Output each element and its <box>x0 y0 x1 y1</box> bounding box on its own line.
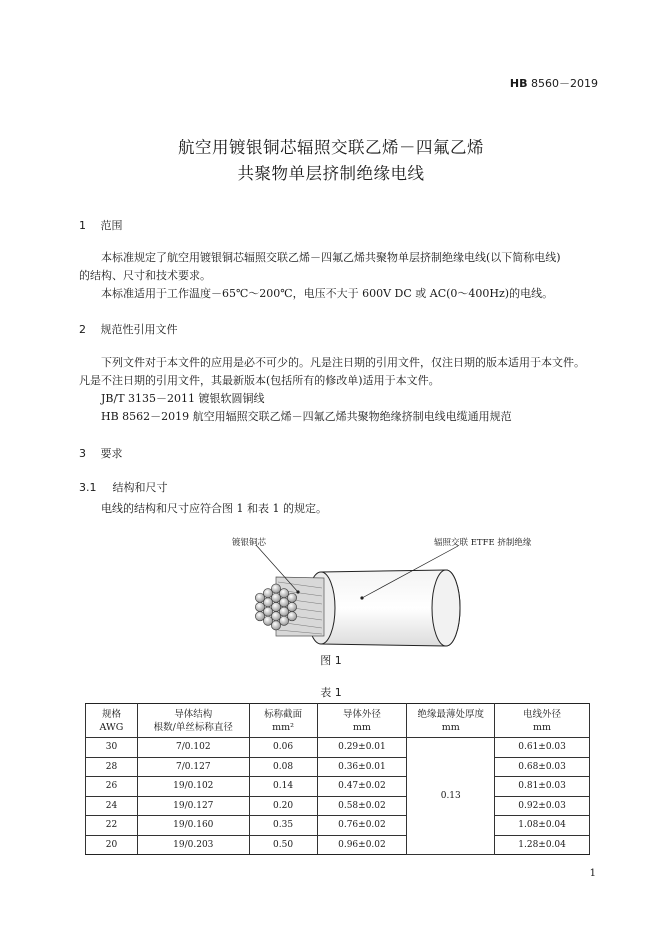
cell-area: 0.20 <box>249 796 317 816</box>
document-title-line1: 航空用镀银铜芯辐照交联乙烯－四氟乙烯 <box>178 138 484 157</box>
cell-area: 0.50 <box>249 835 317 855</box>
table-row <box>86 777 590 797</box>
table-row <box>86 796 590 816</box>
section-1-p2-text: 本标准适用于工作温度－65℃～200℃，电压不大于 600V DC 或 AC(0～400Hz)的电线。 <box>101 287 554 300</box>
section-1-p1-line1: 本标准规定了航空用镀银铜芯辐照交联乙烯－四氟乙烯共聚物单层挤制绝缘电线(以下简称电线) <box>101 251 561 264</box>
cell-conductor-od: 0.96±0.02 <box>317 835 407 855</box>
section-3-1-number: 3.1 <box>79 481 97 494</box>
section-1-paragraph-2 <box>79 285 599 303</box>
section-1-p1-line2: 的结构、尺寸和技术要求。 <box>79 269 211 282</box>
cell-area: 0.14 <box>249 777 317 797</box>
section-2-p1-line2: 凡是不注日期的引用文件，其最新版本(包括所有的修改单)适用于本文件。 <box>79 374 440 387</box>
section-1-paragraph-1 <box>79 249 599 285</box>
cell-area: 0.35 <box>249 816 317 836</box>
reference-1: JB/T 3135－2011 镀银软圆铜线 <box>101 392 265 405</box>
cell-structure: 19/0.102 <box>137 777 249 797</box>
section-2-paragraph <box>79 354 599 426</box>
section-3-1-heading <box>79 479 168 495</box>
figure-1 <box>226 532 536 647</box>
section-3-1-text: 电线的结构和尺寸应符合图 1 和表 1 的规定。 <box>101 502 327 515</box>
cell-area: 0.06 <box>249 738 317 758</box>
section-3-number: 3 <box>79 447 86 460</box>
reference-2: HB 8562－2019 航空用辐照交联乙烯－四氟乙烯共聚物绝缘挤制电线电缆通用规范 <box>101 410 512 423</box>
cell-conductor-od: 0.47±0.02 <box>317 777 407 797</box>
header-conductor-od: 导体外径 mm <box>317 704 407 738</box>
jacket-end-face <box>432 570 460 646</box>
table-row <box>86 816 590 836</box>
cell-structure: 7/0.127 <box>137 757 249 777</box>
standard-number: 8560－2019 <box>531 77 598 90</box>
page-number: 1 <box>589 868 596 879</box>
section-2-number: 2 <box>79 323 86 336</box>
cell-awg: 22 <box>86 816 138 836</box>
section-3-1-paragraph <box>79 500 599 518</box>
table-1-caption: 表 1 <box>320 686 342 699</box>
section-3-title: 要求 <box>100 447 123 460</box>
header-awg: 规格 AWG <box>86 704 138 738</box>
table-1 <box>85 703 590 855</box>
cell-wire-od: 0.92±0.03 <box>495 796 590 816</box>
leader-dot-core <box>296 590 299 593</box>
section-1-heading <box>79 217 123 233</box>
header-wire-od: 电线外径 mm <box>495 704 590 738</box>
cell-structure: 19/0.127 <box>137 796 249 816</box>
label-silver-copper-core: 镀银铜芯 <box>232 538 267 548</box>
cell-wire-od: 0.68±0.03 <box>495 757 590 777</box>
cell-awg: 24 <box>86 796 138 816</box>
cell-conductor-od: 0.76±0.02 <box>317 816 407 836</box>
cell-structure: 7/0.102 <box>137 738 249 758</box>
cell-structure: 19/0.160 <box>137 816 249 836</box>
cell-area: 0.08 <box>249 757 317 777</box>
section-2-title: 规范性引用文件 <box>100 323 178 336</box>
section-2-p1-line1: 下列文件对于本文件的应用是必不可少的。凡是注日期的引用文件，仅注日期的版本适用于本文件。 <box>101 356 585 369</box>
header-min-insulation: 绝缘最薄处厚度 mm <box>407 704 495 738</box>
cell-awg: 20 <box>86 835 138 855</box>
cell-awg: 30 <box>86 738 138 758</box>
section-1-title: 范围 <box>100 219 123 232</box>
section-3-heading <box>79 445 123 461</box>
cell-conductor-od: 0.58±0.02 <box>317 796 407 816</box>
cell-wire-od: 0.81±0.03 <box>495 777 590 797</box>
cell-conductor-od: 0.36±0.01 <box>317 757 407 777</box>
section-2-heading <box>79 321 178 337</box>
cell-conductor-od: 0.29±0.01 <box>317 738 407 758</box>
cell-awg: 28 <box>86 757 138 777</box>
cell-awg: 26 <box>86 777 138 797</box>
cell-wire-od: 1.28±0.04 <box>495 835 590 855</box>
cell-wire-od: 1.08±0.04 <box>495 816 590 836</box>
cell-insulation-thickness: 0.13 <box>407 738 495 855</box>
standard-code <box>510 75 598 91</box>
header-conductor-structure: 导体结构 根数/单丝标称直径 <box>137 704 249 738</box>
cable-illustration <box>226 532 536 647</box>
table-row <box>86 738 590 758</box>
header-nominal-area: 标称截面 mm² <box>249 704 317 738</box>
standard-prefix: HB <box>509 77 528 90</box>
leader-dot-insulation <box>360 596 363 599</box>
cell-wire-od: 0.61±0.03 <box>495 738 590 758</box>
section-3-1-title: 结构和尺寸 <box>112 481 168 494</box>
cell-structure: 19/0.203 <box>137 835 249 855</box>
table-row <box>86 757 590 777</box>
document-title-line2: 共聚物单层挤制绝缘电线 <box>237 164 425 183</box>
figure-1-caption: 图 1 <box>320 654 342 667</box>
table-row <box>86 835 590 855</box>
section-1-number: 1 <box>79 219 86 232</box>
table-header-row <box>86 704 590 738</box>
label-etfe-insulation: 辐照交联 ETFE 挤制绝缘 <box>434 538 532 548</box>
